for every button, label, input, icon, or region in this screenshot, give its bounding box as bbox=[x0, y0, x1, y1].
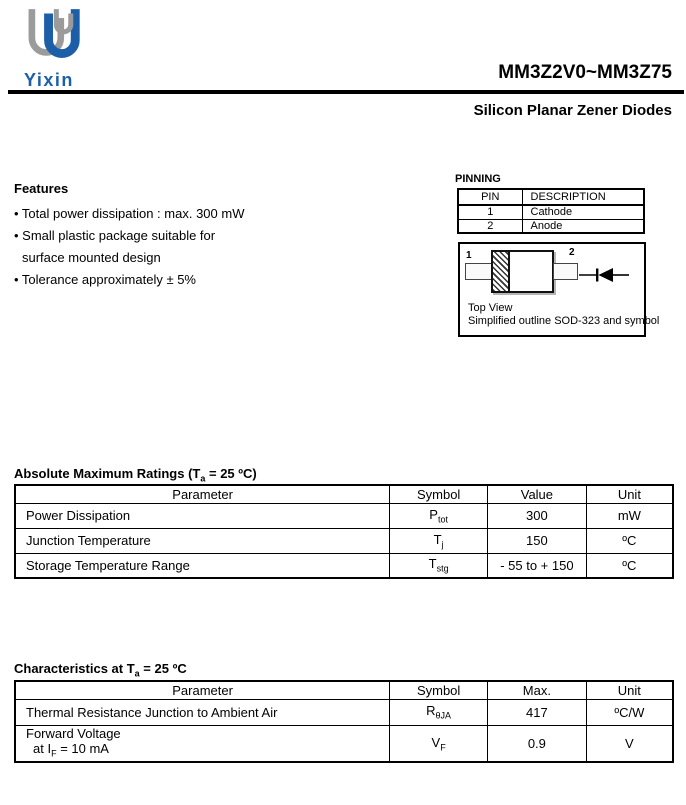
symbol-cell bbox=[390, 528, 488, 553]
table-row bbox=[15, 503, 673, 528]
diagram-caption-line1: Top View bbox=[468, 302, 513, 314]
table-row bbox=[15, 725, 673, 762]
symbol-base: R bbox=[426, 703, 436, 719]
symbol-cell bbox=[390, 503, 488, 528]
unit-cell: V bbox=[586, 725, 673, 762]
parameter-cell: Thermal Resistance Junction to Ambient Air bbox=[15, 699, 390, 725]
pin-number: 2 bbox=[458, 219, 522, 233]
symbol-sub: F bbox=[440, 742, 446, 753]
value-cell: 417 bbox=[488, 699, 587, 725]
characteristics-title-post: = 25 ºC bbox=[139, 661, 187, 676]
value-cell: 300 bbox=[488, 503, 587, 528]
abs-max-title-text: Absolute Maximum Ratings (T bbox=[14, 466, 201, 481]
unit-column-header: Unit bbox=[586, 485, 673, 503]
feature-line: surface mounted design bbox=[22, 250, 161, 265]
symbol-base: T bbox=[428, 556, 437, 572]
header-rule bbox=[8, 90, 684, 94]
pin-description: Cathode bbox=[522, 205, 644, 219]
pin-description: Anode bbox=[522, 219, 644, 233]
feature-line: • Total power dissipation : max. 300 mW bbox=[14, 206, 245, 221]
symbol-base: P bbox=[429, 506, 438, 522]
pin1-lead bbox=[465, 263, 492, 280]
condition-sub: F bbox=[51, 748, 57, 759]
parameter-line1: Forward Voltage bbox=[26, 725, 121, 741]
parameter-column-header: Parameter bbox=[15, 485, 390, 503]
features-section bbox=[14, 181, 374, 291]
feature-line: • Tolerance approximately ± 5% bbox=[14, 272, 196, 287]
symbol-base: V bbox=[431, 734, 441, 750]
condition-post: = 10 mA bbox=[56, 740, 109, 756]
value-column-header: Value bbox=[488, 485, 587, 503]
characteristics-title bbox=[14, 661, 187, 681]
parameter-cell bbox=[15, 725, 390, 762]
pinning-title: PINNING bbox=[455, 173, 501, 185]
symbol-base: T bbox=[433, 531, 442, 547]
unit-cell: ºC bbox=[586, 553, 673, 578]
table-row bbox=[15, 528, 673, 553]
parameter-line2 bbox=[26, 741, 389, 762]
pinning-row bbox=[458, 219, 644, 233]
pinning-table bbox=[457, 188, 645, 234]
condition-text: at I bbox=[33, 740, 52, 756]
unit-column-header: Unit bbox=[586, 681, 673, 699]
symbol-cell bbox=[390, 699, 488, 725]
diagram-caption bbox=[468, 302, 659, 328]
symbol-sub: j bbox=[441, 539, 444, 550]
parameter-cell: Storage Temperature Range bbox=[15, 553, 390, 578]
pinning-header-row bbox=[458, 189, 644, 205]
diagram-caption-line2: Simplified outline SOD-323 and symbol bbox=[468, 315, 660, 327]
symbol-sub: θJA bbox=[435, 710, 452, 721]
abs-max-title-sub: a bbox=[200, 473, 206, 484]
feature-line: • Small plastic package suitable for bbox=[14, 228, 216, 243]
part-number-title: MM3Z2V0~MM3Z75 bbox=[498, 62, 672, 83]
symbol-sub: stg bbox=[436, 564, 449, 575]
company-name: Yixin bbox=[24, 70, 74, 90]
abs-max-header-row bbox=[15, 485, 673, 503]
table-row bbox=[15, 553, 673, 578]
parameter-cell: Power Dissipation bbox=[15, 503, 390, 528]
symbol-cell bbox=[390, 725, 488, 762]
characteristics-title-text: Characteristics at T bbox=[14, 661, 135, 676]
value-cell: 150 bbox=[488, 528, 587, 553]
logo bbox=[24, 8, 82, 91]
pin-column-header: PIN bbox=[458, 189, 522, 205]
abs-max-title bbox=[14, 466, 257, 486]
characteristics-header-row bbox=[15, 681, 673, 699]
pin1-label: 1 bbox=[466, 250, 472, 261]
symbol-column-header: Symbol bbox=[390, 681, 488, 699]
unit-cell: ºC/W bbox=[586, 699, 673, 725]
cathode-band bbox=[493, 252, 510, 291]
parameter-column-header: Parameter bbox=[15, 681, 390, 699]
logo-u-icon bbox=[24, 8, 82, 68]
pin-number: 1 bbox=[458, 205, 522, 219]
symbol-cell bbox=[390, 553, 488, 578]
symbol-column-header: Symbol bbox=[390, 485, 488, 503]
max-column-header: Max. bbox=[488, 681, 587, 699]
pin2-label: 2 bbox=[569, 247, 575, 258]
pin2-lead bbox=[553, 263, 578, 280]
page-subtitle: Silicon Planar Zener Diodes bbox=[473, 102, 672, 119]
abs-max-title-post: = 25 ºC) bbox=[205, 466, 257, 481]
unit-cell: ºC bbox=[586, 528, 673, 553]
table-row bbox=[15, 699, 673, 725]
features-title: Features bbox=[14, 181, 69, 196]
parameter-cell: Junction Temperature bbox=[15, 528, 390, 553]
package-diagram bbox=[458, 242, 660, 337]
symbol-sub: tot bbox=[437, 514, 448, 525]
value-cell: 0.9 bbox=[488, 725, 587, 762]
abs-max-table bbox=[14, 484, 674, 579]
description-column-header: DESCRIPTION bbox=[522, 189, 644, 205]
characteristics-table bbox=[14, 680, 674, 763]
zener-diode-symbol bbox=[579, 265, 631, 285]
package-body bbox=[491, 250, 554, 293]
pinning-row bbox=[458, 205, 644, 219]
unit-cell: mW bbox=[586, 503, 673, 528]
value-cell: - 55 to + 150 bbox=[488, 553, 587, 578]
characteristics-title-sub: a bbox=[134, 668, 140, 679]
